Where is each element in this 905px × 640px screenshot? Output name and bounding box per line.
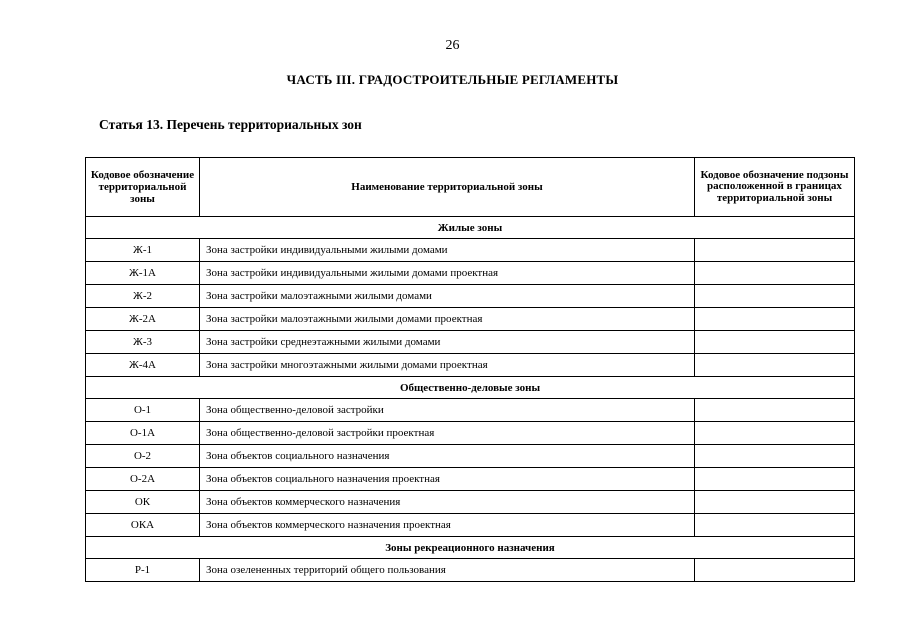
subzone-code-cell — [695, 308, 855, 331]
section-title: Жилые зоны — [86, 217, 855, 239]
subzone-code-cell — [695, 331, 855, 354]
zone-name-cell: Зона застройки индивидуальными жилыми домами — [200, 239, 695, 262]
table-row — [86, 468, 855, 491]
subzone-code-cell — [695, 514, 855, 537]
subzone-code-cell — [695, 468, 855, 491]
section-row — [86, 537, 855, 559]
subzone-code-cell — [695, 445, 855, 468]
table-row — [86, 285, 855, 308]
subzone-code-cell — [695, 422, 855, 445]
table-row — [86, 331, 855, 354]
header-zone-name: Наименование территориальной зоны — [200, 158, 695, 217]
table-header-row — [86, 158, 855, 217]
section-row — [86, 217, 855, 239]
zone-name-cell: Зона объектов социального назначения проектная — [200, 468, 695, 491]
zone-code-cell: ОК — [86, 491, 200, 514]
zone-code-cell: Ж-3 — [86, 331, 200, 354]
part-title: ЧАСТЬ III. ГРАДОСТРОИТЕЛЬНЫЕ РЕГЛАМЕНТЫ — [286, 72, 619, 87]
table-row — [86, 239, 855, 262]
zone-code-cell: Р-1 — [86, 559, 200, 582]
subzone-code-cell — [695, 354, 855, 377]
zone-code-cell: О-2 — [86, 445, 200, 468]
subzone-code-cell — [695, 262, 855, 285]
subzone-code-cell — [695, 285, 855, 308]
zone-code-cell: О-1А — [86, 422, 200, 445]
zone-name-cell: Зона объектов социального назначения — [200, 445, 695, 468]
zone-code-cell: Ж-2А — [86, 308, 200, 331]
subzone-code-cell — [695, 559, 855, 582]
section-row — [86, 377, 855, 399]
table-row — [86, 422, 855, 445]
table-row — [86, 559, 855, 582]
section-title: Зоны рекреационного назначения — [86, 537, 855, 559]
table-row — [86, 354, 855, 377]
table-row — [86, 399, 855, 422]
zone-code-cell: О-1 — [86, 399, 200, 422]
zone-name-cell: Зона застройки индивидуальными жилыми домами проектная — [200, 262, 695, 285]
zone-name-cell: Зона объектов коммерческого назначения — [200, 491, 695, 514]
zone-name-cell: Зона застройки многоэтажными жилыми домами проектная — [200, 354, 695, 377]
page-number: 26 — [445, 38, 460, 53]
zone-code-cell: Ж-1 — [86, 239, 200, 262]
table-row — [86, 491, 855, 514]
table-row — [86, 308, 855, 331]
article-title: Статья 13. Перечень территориальных зон — [99, 117, 362, 132]
zone-code-cell: О-2А — [86, 468, 200, 491]
zone-name-cell: Зона застройки малоэтажными жилыми домами — [200, 285, 695, 308]
zone-code-cell: ОКА — [86, 514, 200, 537]
table-row — [86, 445, 855, 468]
zone-name-cell: Зона объектов коммерческого назначения проектная — [200, 514, 695, 537]
zone-code-cell: Ж-2 — [86, 285, 200, 308]
subzone-code-cell — [695, 239, 855, 262]
section-title: Общественно-деловые зоны — [86, 377, 855, 399]
zone-name-cell: Зона общественно-деловой застройки — [200, 399, 695, 422]
table-row — [86, 262, 855, 285]
header-subzone-code: Кодовое обозначение подзоны расположенной в границах территориальной зоны — [695, 158, 855, 217]
zone-name-cell: Зона застройки малоэтажными жилыми домами проектная — [200, 308, 695, 331]
zone-name-cell: Зона застройки среднеэтажными жилыми домами — [200, 331, 695, 354]
zone-name-cell: Зона озелененных территорий общего пользования — [200, 559, 695, 582]
zone-code-cell: Ж-4А — [86, 354, 200, 377]
table-body — [86, 217, 855, 582]
zone-name-cell: Зона общественно-деловой застройки проектная — [200, 422, 695, 445]
header-zone-code: Кодовое обозначение территориальной зоны — [86, 158, 200, 217]
subzone-code-cell — [695, 491, 855, 514]
zone-code-cell: Ж-1А — [86, 262, 200, 285]
table-row — [86, 514, 855, 537]
territorial-zones-table — [85, 157, 855, 582]
subzone-code-cell — [695, 399, 855, 422]
